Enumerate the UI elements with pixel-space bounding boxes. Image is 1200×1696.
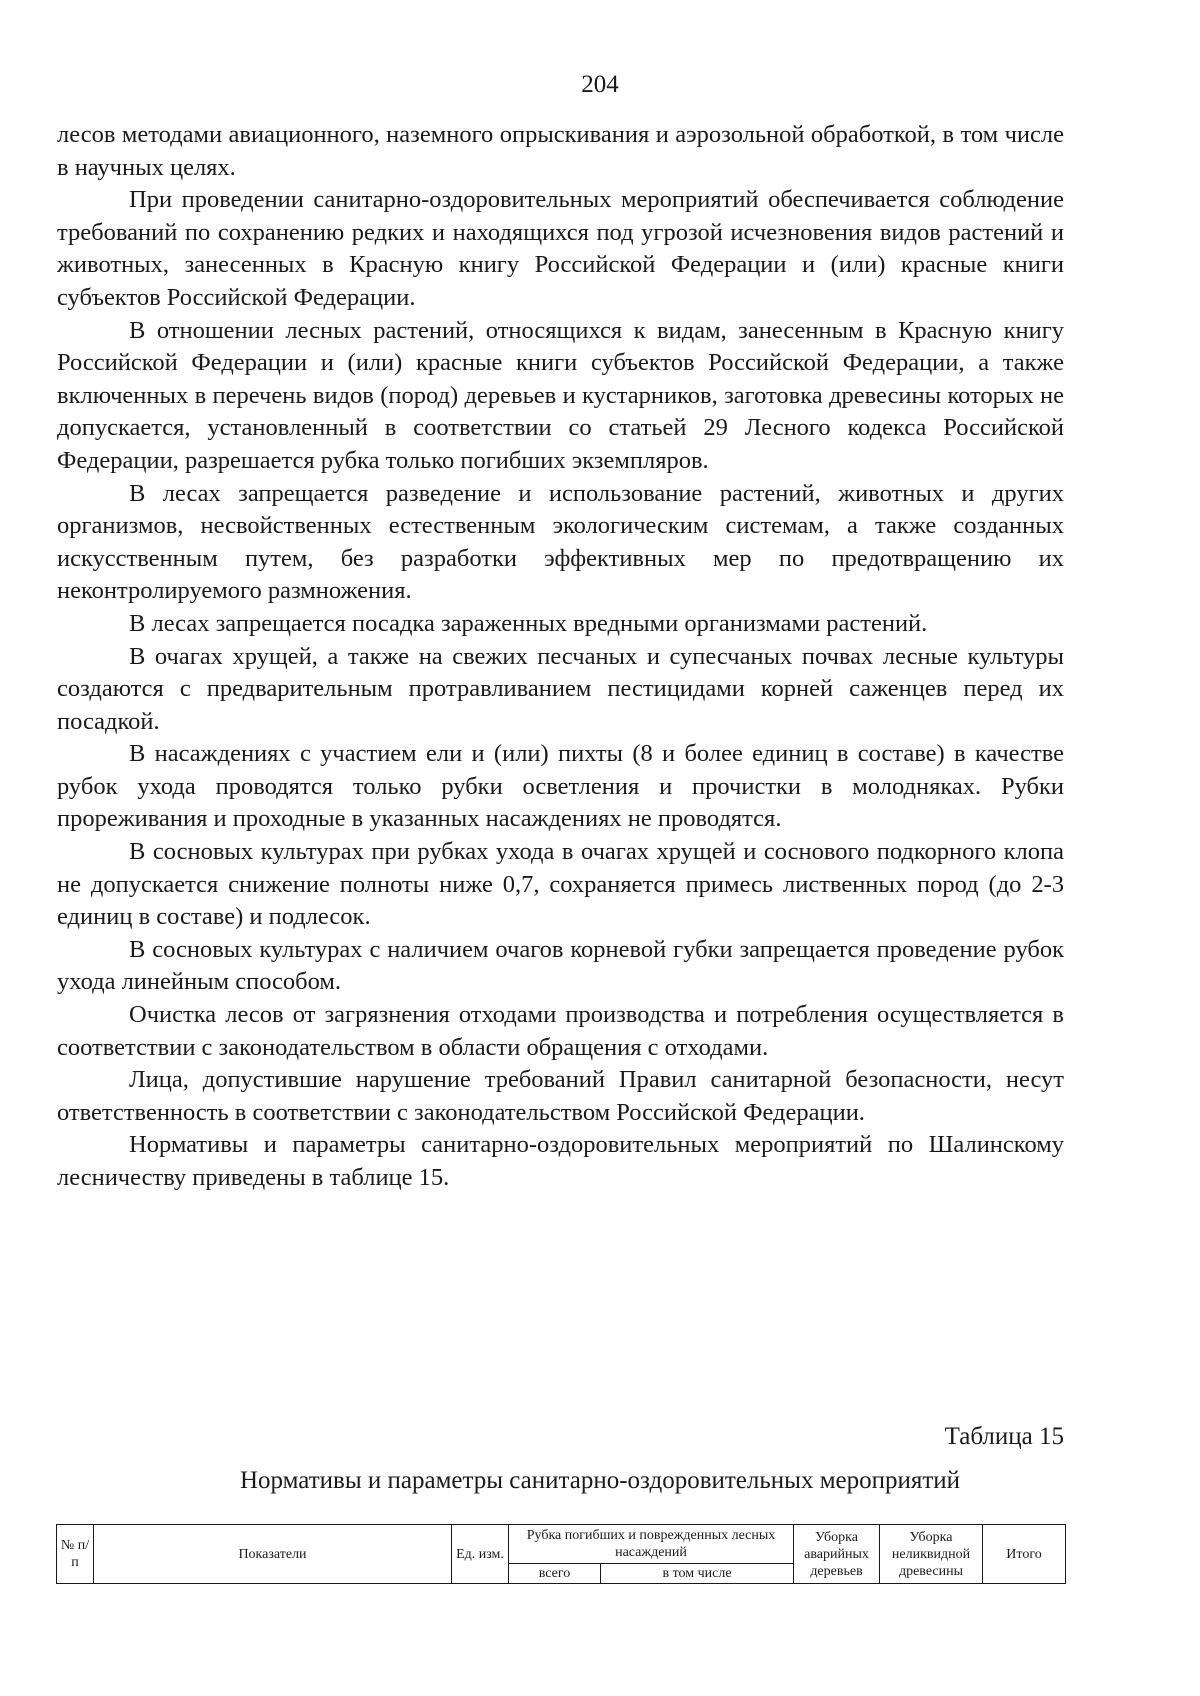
header-felling-including: в том числе: [601, 1564, 794, 1584]
paragraph: В сосновых культурах с наличием очагов корневой губки запрещается проведение рубок ухода линейным способом.: [57, 935, 1064, 996]
paragraph: В сосновых культурах при рубках ухода в очагах хрущей и соснового подкорного клопа не допускается снижение полноты ниже 0,7, сохраняется примесь лиственных пород (до 2-3 единиц в составе) и подлесок.: [57, 838, 1064, 931]
paragraph: При проведении санитарно-оздоровительных мероприятий обеспечивается соблюдение требований по сохранению редких и находящихся под угрозой исчезновения видов растений и животных, занесенных в Красную книгу Российской Федерации и (или) красные книги субъектов Российской Федерации.: [57, 186, 1064, 311]
paragraph: лесов методами авиационного, наземного опрыскивания и аэрозольной обработкой, в том числе в научных целях.: [57, 121, 1064, 181]
table-title: Нормативы и параметры санитарно-оздоровительных мероприятий: [239, 1467, 961, 1494]
paragraph: В лесах запрещается разведение и использование растений, животных и других организмов, несвойственных естественным экологическим системам, а также созданных искусственным путем, без разработки эффективных мер по предотвращению их неконтролируемого размножения.: [57, 479, 1064, 605]
paragraph: В отношении лесных растений, относящихся к видам, занесенным в Красную книгу Российской Федерации и (или) красные книги субъектов Российской Федерации, а также включенных в перечень видов (пород) деревьев и кустарников, заготовка древесины которых не допускается, установленный в соответствии со статьей 29 Лесного кодекса Российской Федерации, разрешается рубка только погибших экземпляров.: [57, 316, 1064, 474]
header-illiquid-wood: Уборка неликвидной древесины: [880, 1525, 983, 1584]
header-emergency-trees: Уборка аварийных деревьев: [794, 1525, 880, 1584]
header-number: № п/п: [57, 1525, 94, 1584]
paragraph: Очистка лесов от загрязнения отходами производства и потребления осуществляется в соответствии с законодательством в области обращения с отходами.: [57, 1001, 1064, 1061]
header-total: Итого: [983, 1525, 1066, 1584]
table-label: Таблица 15: [944, 1423, 1064, 1450]
body-text: [57, 119, 1064, 1195]
header-indicators: Показатели: [94, 1525, 452, 1584]
paragraph: В очагах хрущей, а также на свежих песчаных и супесчаных почвах лесные культуры создаются с предварительным протравливанием пестицидами корней саженцев перед их посадкой.: [57, 642, 1064, 735]
page-number: 204: [581, 71, 619, 98]
paragraph: Нормативы и параметры санитарно-оздоровительных мероприятий по Шалинскому лесничеству приведены в таблице 15.: [57, 1131, 1064, 1191]
standards-table: [56, 1524, 1066, 1584]
paragraph: В насаждениях с участием ели и (или) пихты (8 и более единиц в составе) в качестве рубок ухода проводятся только рубки осветления и прочистки в молодняках. Рубки прореживания и проходные в указанных насаждениях не проводятся.: [57, 740, 1064, 833]
paragraph: Лица, допустившие нарушение требований Правил санитарной безопасности, несут ответственность в соответствии с законодательством Российской Федерации.: [57, 1066, 1064, 1126]
header-felling-total: всего: [509, 1564, 601, 1584]
header-felling: Рубка погибших и поврежденных лесных насаждений: [509, 1525, 794, 1564]
paragraph: В лесах запрещается посадка зараженных вредными организмами растений.: [129, 609, 928, 637]
header-unit: Ед. изм.: [452, 1525, 509, 1584]
